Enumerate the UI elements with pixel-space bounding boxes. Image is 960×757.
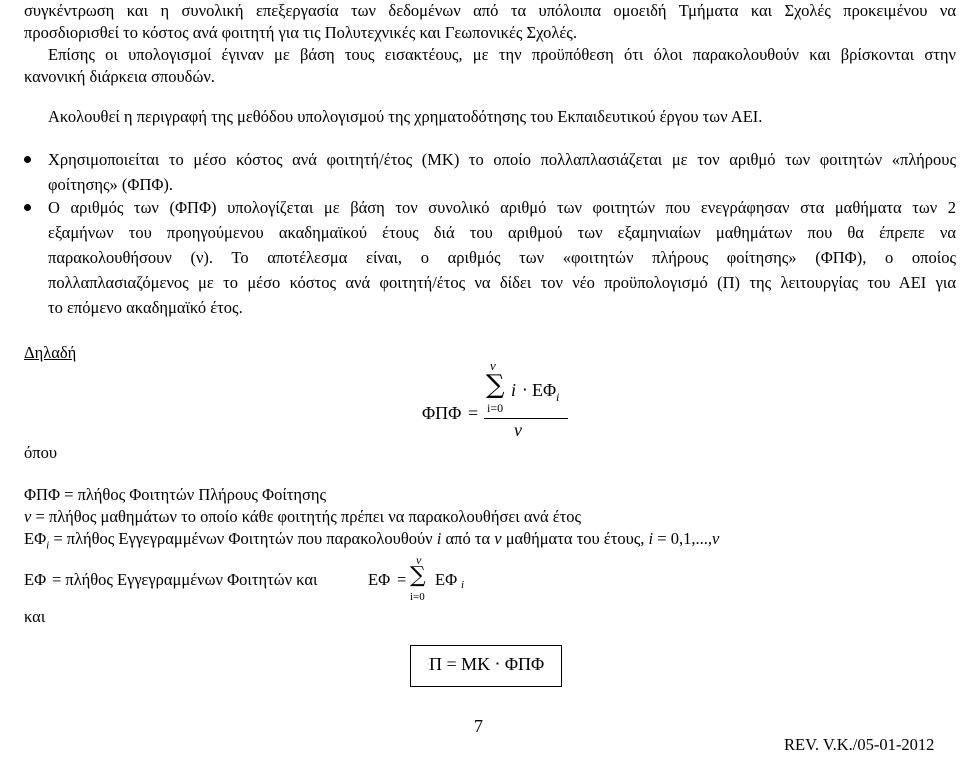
bullet-icon <box>24 204 31 211</box>
paragraph: Ακολουθεί η περιγραφή της μεθόδου υπολογισμού της χρηματοδότησης του Εκπαιδευτικού έργου των ΑΕΙ. <box>48 107 763 126</box>
heading-dilady: Δηλαδή <box>24 343 77 362</box>
paragraph-line: προσδιορισθεί το κόστος ανά φοιτητή για τις Πολυτεχνικές και Γεωπονικές Σχολές. <box>24 23 577 42</box>
paragraph-line: συγκέντρωση και η συνολική επεξεργασία των δεδομένων από τα υπόλοιπα ομοειδή Τμήματα και Σχολές προκειμένου να <box>24 1 956 20</box>
label-opou: όπου <box>24 443 57 462</box>
label-kai: και <box>24 607 46 626</box>
fraction-bar <box>484 418 568 419</box>
paragraph-line: Επίσης οι υπολογισμοί έγιναν με βάση τους εισακτέους, με την προϋπόθεση ότι όλοι παρακολουθούν και βρίσκονται στην <box>48 45 956 64</box>
bullet-icon <box>24 156 31 163</box>
definition-nu: ν = πλήθος μαθημάτων το οποίο κάθε φοιτητής πρέπει να παρακολουθήσει ανά έτος <box>24 507 582 526</box>
definition-efi: $E\Phi_i = \pi\lambda ή\theta o\varsigma$ Εγγεγραμμένων Φοιτητών που παρακολουθούν i από τα ν μαθήματα του έτους, i = 0,1,...,ν <box>24 529 720 552</box>
paragraph-line: κανονική διάρκεια σπουδών. <box>24 67 215 86</box>
definition-fpf: ΦΠΦ = πλήθος Φοιτητών Πλήρους Φοίτησης <box>24 485 327 504</box>
bullet-item: Ο αριθμός των (ΦΠΦ) υπολογίζεται με βάση τον συνολικό αριθμό των φοιτητών που ενεγράφησαν στα μαθήματα των 2 εξαμήνων του προηγούμενου ακαδημαϊκού έτους διά του αριθμού των εξαμηνιαίων μαθημάτων που θα έπρεπε να παρακολουθήσουν (ν). Το αποτέλεσμα είναι, ο αριθμός των «φοιτητών πλήρους φοίτησης» (ΦΠΦ), ο οποίος πολλαπλασιαζόμενος με το μέσο κόστος ανά φοιτητή/έτος να δίδει τον νέο προϋπολογισμό (Π) της λειτουργίας του ΑΕΙ για το επόμενο ακαδημαϊκό έτος. <box>24 195 956 320</box>
revision-label: REV. V.K./05-01-2012 <box>784 735 935 754</box>
document-page: συγκέντρωση και η συνολική επεξεργασία των δεδομένων από τα υπόλοιπα ομοειδή Τμήματα και Σχολές προκειμένου να προσδιορισθεί το κόστος ανά φοιτητή για τις Πολυτεχνικές και Γεωπονικές Σχολές. Επίσης οι υπολογισμοί έγιναν με βάση τους εισακτέους, με την προϋπόθεση ότι όλοι παρακολουθούν και βρίσκονται στην κανονική διάρκεια σπουδών. Ακολουθεί η περιγραφή της μεθόδου υπολογισμού της χρηματοδότησης του Εκπαιδευτικού έργου των ΑΕΙ. Χρησιμοποιείται το μέσο κόστος ανά φοιτητή/έτος (ΜΚ) το οποίο πολλαπλασιάζεται με τον αριθμό των φοιτητών «πλήρους φοίτησης» (ΦΠΦ). Ο αριθμός των (ΦΠΦ) υπολογίζεται με βάση τον συνολικό αριθμό των φοιτητών που ενεγράφησαν στα μαθήματα των 2 εξαμήνων του προηγούμενου ακαδημαϊκού έτους διά του αριθμού των εξαμηνιαίων μαθημάτων που θα έπρεπε να παρακολουθήσουν (ν). Το αποτέλεσμα είναι, ο αριθμός των «φοιτητών πλήρους φοίτησης» (ΦΠΦ), ο οποίος πολλαπλασιαζόμενος με το μέσο κόστος ανά φοιτητή/έτος να δίδει τον νέο προϋπολογισμό (Π) της λειτουργίας του ΑΕΙ για το επόμενο ακαδημαϊκό έτος. Δηλαδή ΦΠΦ = ν ∑ i=0 i ⋅ ΕΦ i ν όπου ΦΠΦ = πλήθος Φοιτητών Πλήρους Φοίτησης ν = πλήθος μαθημάτων το οποίο κάθε φοιτητής πρέπει να παρακολουθήσει ανά έτος $E\Phi_i = \pi\lambda ή\theta o\varsigma$ Εγγεγραμμένων Φοιτητών που παρακολουθούν i από τα ν μαθήματα του έτους, i = 0,1,...,ν ΕΦ = πλήθος Εγγεγραμμένων Φοιτητών και ΕΦ = ν ∑ i=0 ΕΦ i και Π = ΜΚ ⋅ ΦΠΦ 7 REV. V.K./05-01-2012 <box>0 0 960 757</box>
page-number: 7 <box>474 716 483 736</box>
bullet-item: Χρησιμοποιείται το μέσο κόστος ανά φοιτητή/έτος (ΜΚ) το οποίο πολλαπλασιάζεται με τον αριθμό των φοιτητών «πλήρους φοίτησης» (ΦΠΦ). <box>24 147 956 197</box>
formula-box-budget: Π = ΜΚ ⋅ ΦΠΦ <box>410 645 562 687</box>
